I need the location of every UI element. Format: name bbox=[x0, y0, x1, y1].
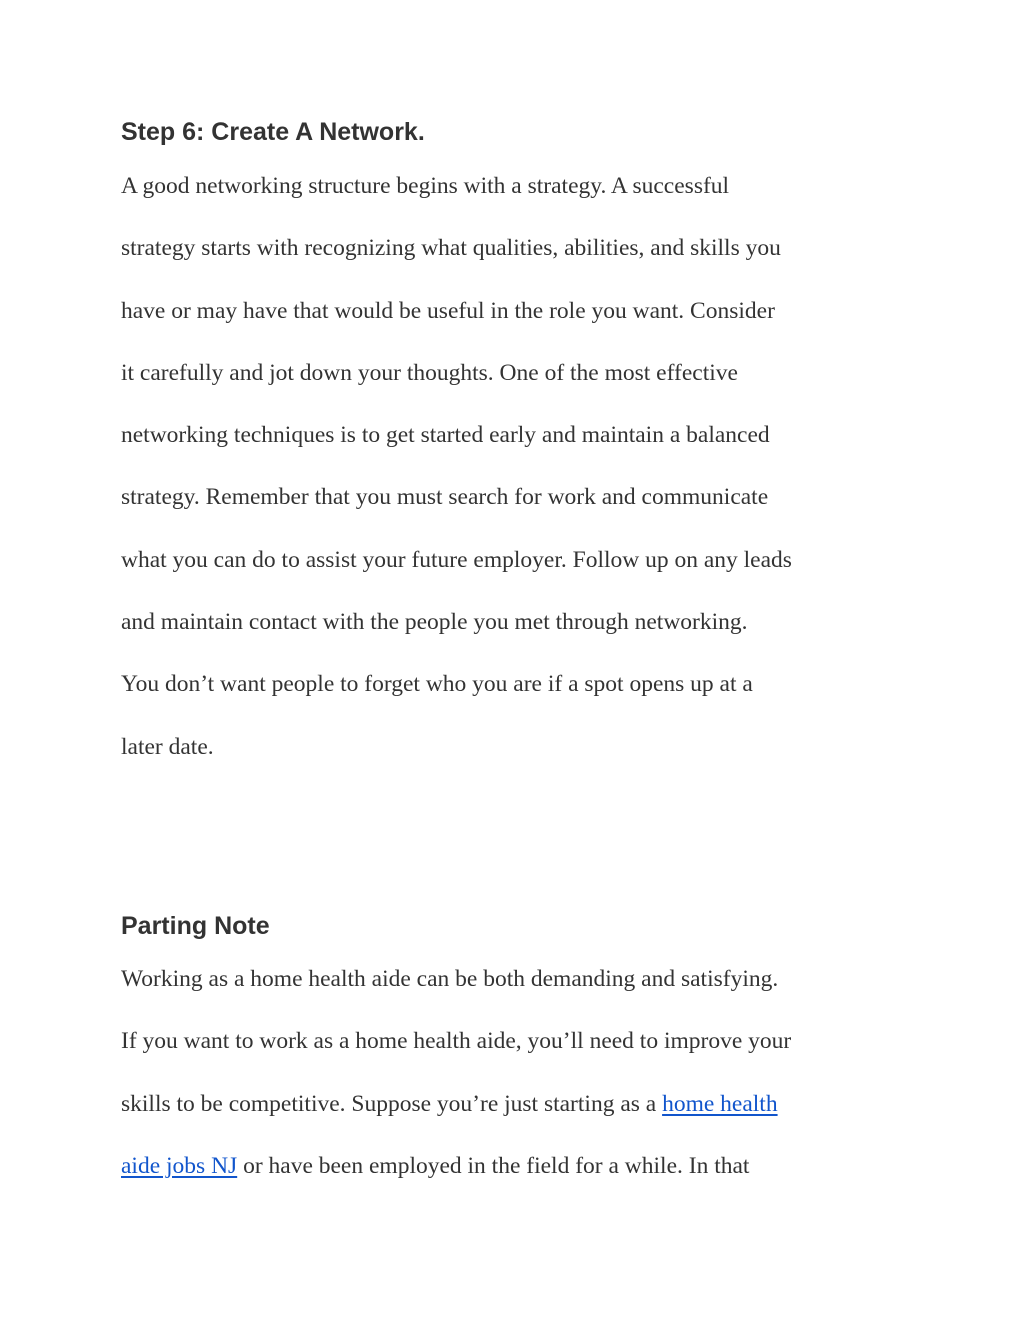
paragraph-line: A good networking structure begins with a strategy. A successful bbox=[121, 173, 730, 199]
paragraph-line: and maintain contact with the people you met through networking. bbox=[121, 609, 748, 636]
paragraph-line bbox=[121, 1089, 791, 1151]
paragraph-text: or have been employed in the field for a while. In that bbox=[237, 1152, 750, 1179]
paragraph-line: later date. bbox=[121, 733, 214, 760]
home-health-aide-jobs-link-continued[interactable]: aide jobs NJ bbox=[121, 1152, 238, 1179]
paragraph-line: what you can do to assist your future employer. Follow up on any leads bbox=[121, 546, 792, 573]
step-6-paragraph bbox=[121, 171, 792, 794]
paragraph-line: If you want to work as a home health aide, you’ll need to improve your bbox=[121, 1028, 792, 1055]
paragraph-text: skills to be competitive. Suppose you’re just starting as a bbox=[121, 1090, 663, 1117]
paragraph-line: have or may have that would be useful in the role you want. Consider bbox=[121, 297, 775, 324]
home-health-aide-jobs-link[interactable]: home health bbox=[662, 1090, 778, 1117]
paragraph-line: networking techniques is to get started early and maintain a balanced bbox=[121, 422, 770, 449]
paragraph-line bbox=[121, 1151, 791, 1213]
parting-note-paragraph bbox=[121, 964, 791, 1213]
section-heading-parting-note: Parting Note bbox=[121, 912, 270, 940]
paragraph-line: You don’t want people to forget who you are if a spot opens up at a bbox=[121, 671, 753, 698]
paragraph-line: strategy. Remember that you must search for work and communicate bbox=[121, 484, 769, 511]
section-heading-step-6: Step 6: Create A Network. bbox=[121, 118, 425, 146]
paragraph-line: strategy starts with recognizing what qualities, abilities, and skills you bbox=[121, 235, 781, 262]
paragraph-line: it carefully and jot down your thoughts. One of the most effective bbox=[121, 359, 738, 386]
paragraph-line: Working as a home health aide can be both demanding and satisfying. bbox=[121, 966, 779, 992]
